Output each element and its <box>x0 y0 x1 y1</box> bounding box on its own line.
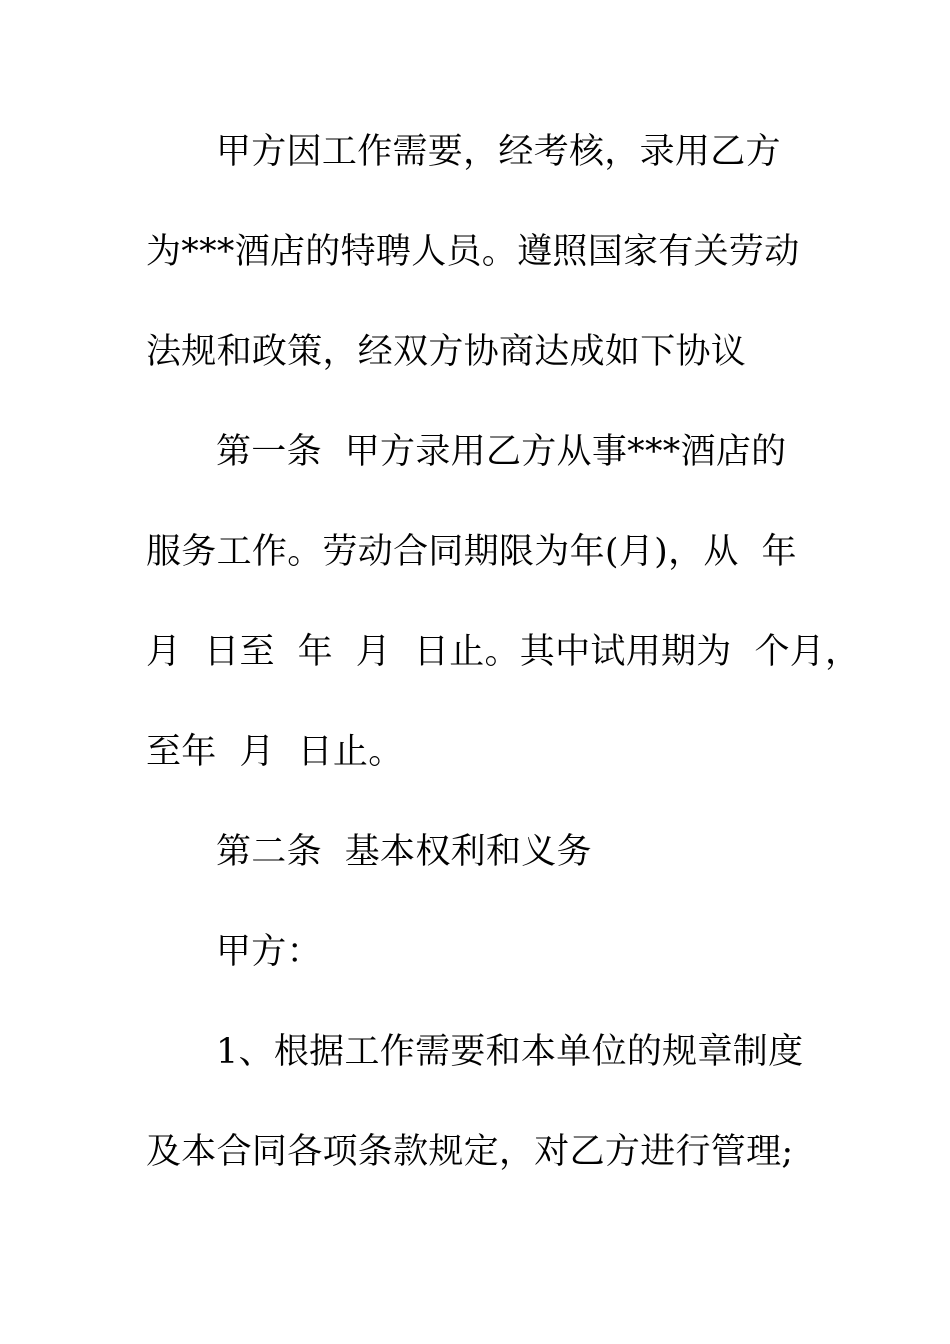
article-one-line-1: 第一条 甲方录用乙方从事***酒店的 <box>216 432 787 472</box>
article-one-line-2: 服务工作。劳动合同期限为年(月)，从 年 <box>146 532 797 572</box>
article-one-line-4: 至年 月 日止。 <box>146 732 404 772</box>
party-a-heading: 甲方： <box>216 932 322 972</box>
item-one-line-1: 1、根据工作需要和本单位的规章制度 <box>216 1032 804 1072</box>
paragraph-line-3: 法规和政策，经双方协商达成如下协议 <box>146 332 747 372</box>
article-one-line-3: 月 日至 年 月 日止。其中试用期为 个月， <box>146 632 861 672</box>
paragraph-line-2: 为***酒店的特聘人员。遵照国家有关劳动 <box>146 232 800 272</box>
article-two-heading: 第二条 基本权利和义务 <box>216 832 592 872</box>
item-one-line-2: 及本合同各项条款规定，对乙方进行管理; <box>146 1132 794 1172</box>
paragraph-line-1: 甲方因工作需要，经考核，录用乙方 <box>216 132 781 172</box>
